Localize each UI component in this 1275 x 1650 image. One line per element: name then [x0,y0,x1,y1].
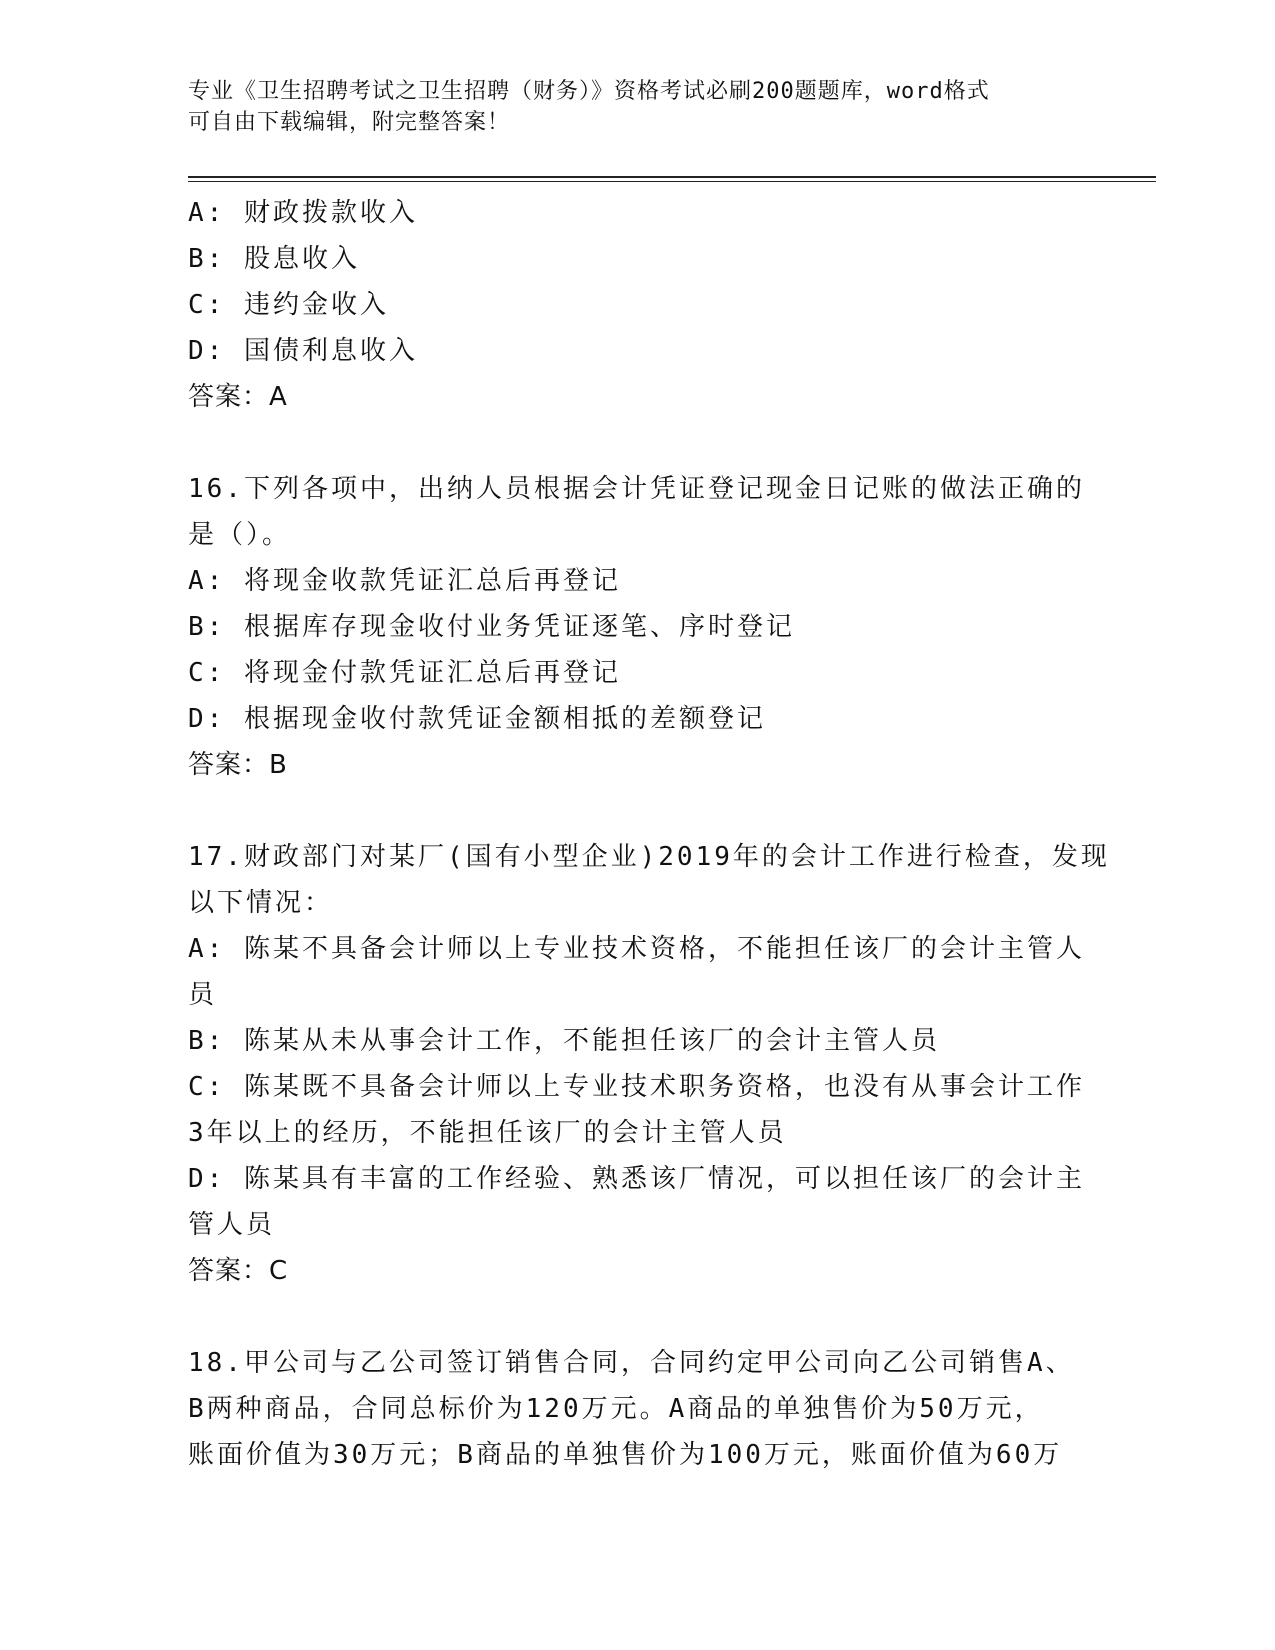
question-17-option-d-line-2: 管人员 [188,1210,276,1240]
question-16-stem-line-2: 是（）。 [188,520,292,550]
question-list [188,190,1110,1478]
question-15-answer: 答案：A [188,382,288,412]
question-17-option-c-line-2: 3年以上的经历，不能担任该厂的会计主管人员 [188,1118,787,1148]
question-17-stem-line-2: 以下情况： [188,888,334,918]
question-15-option-d: D: 国债利息收入 [188,336,418,366]
question-18-block [188,1340,1088,1478]
question-17-option-a-line-2: 员 [188,980,218,1010]
question-16-option-b: B: 根据库存现金收付业务凭证逐笔、序时登记 [188,612,795,642]
question-16-option-c: C: 将现金付款凭证汇总后再登记 [188,658,621,688]
question-16-option-d: D: 根据现金收付款凭证金额相抵的差额登记 [188,704,766,734]
question-15-block [188,190,1088,420]
question-17-option-a-line-1: A: 陈某不具备会计师以上专业技术资格，不能担任该厂的会计主管人 [188,934,1085,964]
spacer [188,1294,1088,1340]
question-16-option-a: A: 将现金收款凭证汇总后再登记 [188,566,621,596]
document-header [188,76,1088,138]
question-17-block [188,834,1110,1294]
question-16-answer: 答案：B [188,750,288,780]
question-17-answer: 答案：C [188,1256,289,1286]
spacer [188,420,1088,466]
question-16-block [188,466,1088,788]
header-line-1: 专业《卫生招聘考试之卫生招聘（财务）》资格考试必刷200题题库，word格式 [188,79,990,104]
header-divider-thick [188,176,1156,178]
spacer [188,788,1088,834]
question-16-stem-line-1: 16.下列各项中，出纳人员根据会计凭证登记现金日记账的做法正确的 [188,474,1085,504]
question-15-option-a: A: 财政拨款收入 [188,198,418,228]
question-17-option-d-line-1: D: 陈某具有丰富的工作经验、熟悉该厂情况，可以担任该厂的会计主 [188,1164,1085,1194]
question-15-option-c: C: 违约金收入 [188,290,389,320]
header-line-2: 可自由下载编辑，附完整答案！ [188,110,511,135]
question-18-stem-line-1: 18.甲公司与乙公司签订销售合同，合同约定甲公司向乙公司销售A、 [188,1348,1075,1378]
question-17-stem-line-1: 17.财政部门对某厂(国有小型企业)2019年的会计工作进行检查，发现 [188,842,1110,872]
header-divider-thin [188,181,1156,182]
question-17-option-b: B: 陈某从未从事会计工作，不能担任该厂的会计主管人员 [188,1026,940,1056]
question-18-stem-line-2: B两种商品，合同总标价为120万元。A商品的单独售价为50万元， [188,1394,1044,1424]
question-18-stem-line-3: 账面价值为30万元；B商品的单独售价为100万元，账面价值为60万 [188,1440,1063,1470]
question-17-option-c-line-1: C: 陈某既不具备会计师以上专业技术职务资格，也没有从事会计工作 [188,1072,1085,1102]
question-15-option-b: B: 股息收入 [188,244,360,274]
